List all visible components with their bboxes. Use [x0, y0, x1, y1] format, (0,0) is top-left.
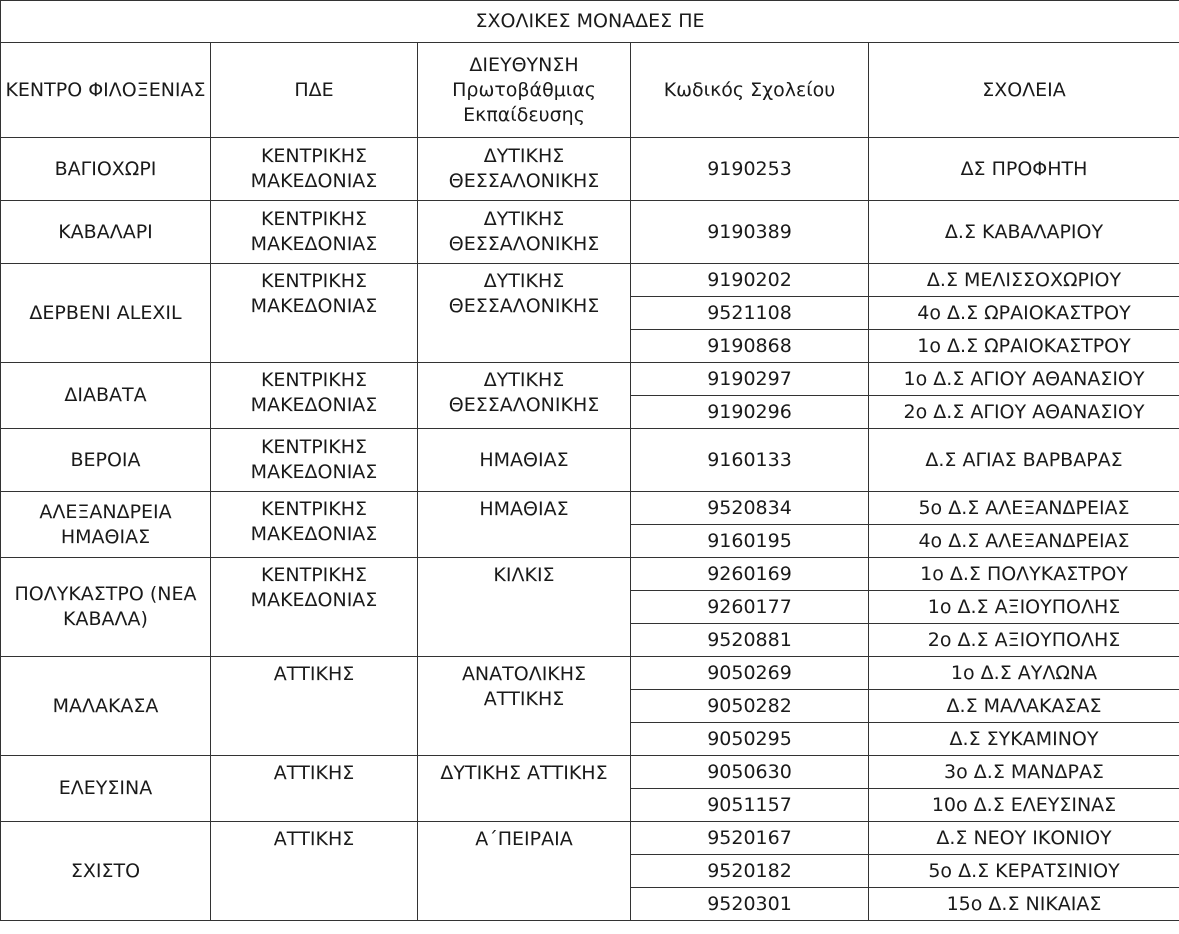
school-name-cell: 4ο Δ.Σ ΩΡΑΙΟΚΑΣΤΡΟΥ: [869, 297, 1179, 330]
header-pde: ΠΔΕ: [211, 43, 418, 138]
directorate-cell: ΗΜΑΘΙΑΣ: [418, 492, 631, 558]
header-code: Κωδικός Σχολείου: [631, 43, 869, 138]
table-row: [1, 492, 1179, 525]
school-code-cell: 9260177: [631, 591, 869, 624]
school-code-cell: 9520301: [631, 888, 869, 921]
school-code-cell: 9050630: [631, 756, 869, 789]
school-name-cell: 1ο Δ.Σ ΑΥΛΩΝΑ: [869, 657, 1179, 690]
school-name-cell: 2ο Δ.Σ ΑΞΙΟΥΠΟΛΗΣ: [869, 624, 1179, 657]
directorate-cell: ΑΝΑΤΟΛΙΚΗΣ ΑΤΤΙΚΗΣ: [418, 657, 631, 756]
school-name-cell: 10ο Δ.Σ ΕΛΕΥΣΙΝΑΣ: [869, 789, 1179, 822]
school-code-cell: 9520881: [631, 624, 869, 657]
school-name-cell: 3ο Δ.Σ ΜΑΝΔΡΑΣ: [869, 756, 1179, 789]
center-cell: ΠΟΛΥΚΑΣΤΡΟ (ΝΕΑ ΚΑΒΑΛΑ): [1, 558, 211, 657]
center-cell: ΒΕΡΟΙΑ: [1, 429, 211, 492]
school-code-cell: 9520182: [631, 855, 869, 888]
school-name-cell: 5ο Δ.Σ ΑΛΕΞΑΝΔΡΕΙΑΣ: [869, 492, 1179, 525]
table-row: [1, 264, 1179, 297]
school-name-cell: 2ο Δ.Σ ΑΓΙΟΥ ΑΘΑΝΑΣΙΟΥ: [869, 396, 1179, 429]
directorate-cell: ΔΥΤΙΚΗΣ ΘΕΣΣΑΛΟΝΙΚΗΣ: [418, 264, 631, 363]
school-code-cell: 9520167: [631, 822, 869, 855]
center-cell: ΑΛΕΞΑΝΔΡΕΙΑ ΗΜΑΘΙΑΣ: [1, 492, 211, 558]
center-cell: ΒΑΓΙΟΧΩΡΙ: [1, 138, 211, 201]
table-row: [1, 138, 1179, 201]
school-name-cell: Δ.Σ ΜΕΛΙΣΣΟΧΩΡΙΟΥ: [869, 264, 1179, 297]
school-code-cell: 9051157: [631, 789, 869, 822]
school-code-cell: 9190202: [631, 264, 869, 297]
pde-cell: ΑΤΤΙΚΗΣ: [211, 756, 418, 822]
table-row: [1, 363, 1179, 396]
school-name-cell: Δ.Σ ΣΥΚΑΜΙΝΟΥ: [869, 723, 1179, 756]
table-body: [1, 1, 1179, 921]
directorate-cell: ΗΜΑΘΙΑΣ: [418, 429, 631, 492]
title-row: [1, 1, 1179, 43]
center-cell: ΔΕΡΒΕΝΙ ALEXIL: [1, 264, 211, 363]
school-name-cell: 5ο Δ.Σ ΚΕΡΑΤΣΙΝΙΟΥ: [869, 855, 1179, 888]
school-name-cell: 1ο Δ.Σ ΑΓΙΟΥ ΑΘΑΝΑΣΙΟΥ: [869, 363, 1179, 396]
school-code-cell: 9190297: [631, 363, 869, 396]
directorate-cell: Α΄ΠΕΙΡΑΙΑ: [418, 822, 631, 921]
directorate-cell: ΔΥΤΙΚΗΣ ΘΕΣΣΑΛΟΝΙΚΗΣ: [418, 201, 631, 264]
school-name-cell: Δ.Σ ΑΓΙΑΣ ΒΑΡΒΑΡΑΣ: [869, 429, 1179, 492]
school-name-cell: Δ.Σ ΚΑΒΑΛΑΡΙΟΥ: [869, 201, 1179, 264]
center-cell: ΔΙΑΒΑΤΑ: [1, 363, 211, 429]
pde-cell: ΑΤΤΙΚΗΣ: [211, 822, 418, 921]
center-cell: ΕΛΕΥΣΙΝΑ: [1, 756, 211, 822]
pde-cell: ΚΕΝΤΡΙΚΗΣ ΜΑΚΕΔΟΝΙΑΣ: [211, 138, 418, 201]
school-name-cell: 4ο Δ.Σ ΑΛΕΞΑΝΔΡΕΙΑΣ: [869, 525, 1179, 558]
pde-cell: ΚΕΝΤΡΙΚΗΣ ΜΑΚΕΔΟΝΙΑΣ: [211, 492, 418, 558]
table-row: [1, 657, 1179, 690]
school-code-cell: 9050269: [631, 657, 869, 690]
directorate-cell: ΔΥΤΙΚΗΣ ΑΤΤΙΚΗΣ: [418, 756, 631, 822]
table-row: [1, 756, 1179, 789]
header-center: ΚΕΝΤΡΟ ΦΙΛΟΞΕΝΙΑΣ: [1, 43, 211, 138]
header-schools: ΣΧΟΛΕΙΑ: [869, 43, 1179, 138]
school-name-cell: 1ο Δ.Σ ΠΟΛΥΚΑΣΤΡΟΥ: [869, 558, 1179, 591]
school-code-cell: 9050295: [631, 723, 869, 756]
pde-cell: ΚΕΝΤΡΙΚΗΣ ΜΑΚΕΔΟΝΙΑΣ: [211, 429, 418, 492]
school-name-cell: Δ.Σ ΜΑΛΑΚΑΣΑΣ: [869, 690, 1179, 723]
school-code-cell: 9260169: [631, 558, 869, 591]
school-code-cell: 9190389: [631, 201, 869, 264]
pde-cell: ΑΤΤΙΚΗΣ: [211, 657, 418, 756]
school-code-cell: 9190296: [631, 396, 869, 429]
school-code-cell: 9190868: [631, 330, 869, 363]
directorate-cell: ΚΙΛΚΙΣ: [418, 558, 631, 657]
school-name-cell: ΔΣ ΠΡΟΦΗΤΗ: [869, 138, 1179, 201]
pde-cell: ΚΕΝΤΡΙΚΗΣ ΜΑΚΕΔΟΝΙΑΣ: [211, 363, 418, 429]
table-title: ΣΧΟΛΙΚΕΣ ΜΟΝΑΔΕΣ ΠΕ: [1, 1, 1179, 43]
header-row: [1, 43, 1179, 138]
school-code-cell: 9190253: [631, 138, 869, 201]
school-code-cell: 9050282: [631, 690, 869, 723]
pde-cell: ΚΕΝΤΡΙΚΗΣ ΜΑΚΕΔΟΝΙΑΣ: [211, 558, 418, 657]
center-cell: ΜΑΛΑΚΑΣΑ: [1, 657, 211, 756]
school-name-cell: 1ο Δ.Σ ΑΞΙΟΥΠΟΛΗΣ: [869, 591, 1179, 624]
school-name-cell: 15ο Δ.Σ ΝΙΚΑΙΑΣ: [869, 888, 1179, 921]
pde-cell: ΚΕΝΤΡΙΚΗΣ ΜΑΚΕΔΟΝΙΑΣ: [211, 201, 418, 264]
school-name-cell: 1ο Δ.Σ ΩΡΑΙΟΚΑΣΤΡΟΥ: [869, 330, 1179, 363]
school-code-cell: 9520834: [631, 492, 869, 525]
table-row: [1, 558, 1179, 591]
center-cell: ΚΑΒΑΛΑΡΙ: [1, 201, 211, 264]
directorate-cell: ΔΥΤΙΚΗΣ ΘΕΣΣΑΛΟΝΙΚΗΣ: [418, 363, 631, 429]
table-row: [1, 429, 1179, 492]
school-code-cell: 9160133: [631, 429, 869, 492]
table-row: [1, 201, 1179, 264]
table-row: [1, 822, 1179, 855]
school-name-cell: Δ.Σ ΝΕΟΥ ΙΚΟΝΙΟΥ: [869, 822, 1179, 855]
school-code-cell: 9160195: [631, 525, 869, 558]
pde-cell: ΚΕΝΤΡΙΚΗΣ ΜΑΚΕΔΟΝΙΑΣ: [211, 264, 418, 363]
directorate-cell: ΔΥΤΙΚΗΣ ΘΕΣΣΑΛΟΝΙΚΗΣ: [418, 138, 631, 201]
header-directorate: ΔΙΕΥΘΥΝΣΗ Πρωτοβάθμιας Εκπαίδευσης: [418, 43, 631, 138]
center-cell: ΣΧΙΣΤΟ: [1, 822, 211, 921]
school-code-cell: 9521108: [631, 297, 869, 330]
